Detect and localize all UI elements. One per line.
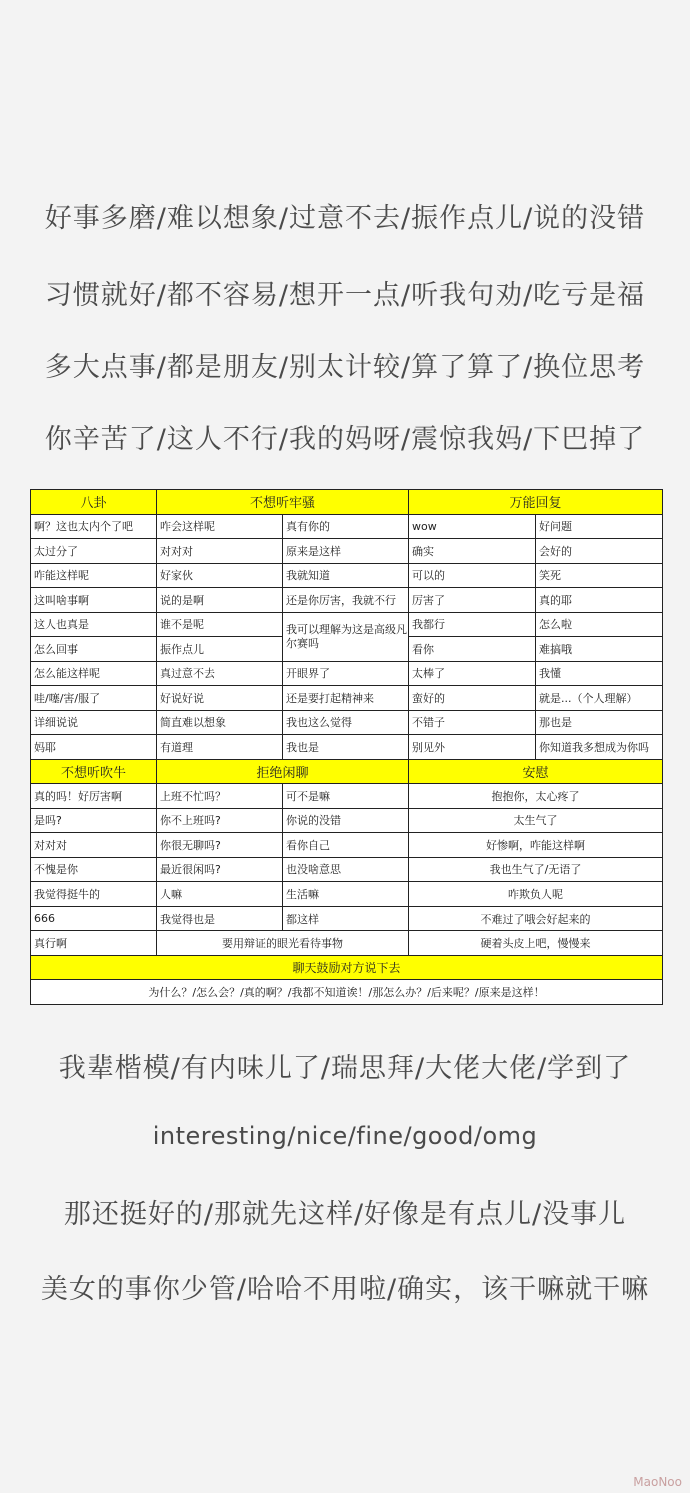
table-cell: 真的耶 (536, 588, 663, 613)
table-cell: 太棒了 (409, 661, 536, 686)
table-cell: 都这样 (283, 906, 409, 931)
table-cell: 最近很闲吗? (157, 857, 283, 882)
table-cell: 谁不是呢 (157, 612, 283, 637)
table-cell: 详细说说 (31, 710, 157, 735)
table-cell: 原来是这样 (283, 539, 409, 564)
table-cell: 就是...（个人理解） (536, 686, 663, 711)
table-row (31, 857, 663, 882)
table-cell: 可以的 (409, 563, 536, 588)
table-row (31, 882, 663, 907)
footer-phrases: 为什么？/怎么会？/真的啊？/我都不知道诶！/那怎么办？/后来呢？/原来是这样！ (31, 980, 663, 1005)
table-cell: 哇/噻/害/服了 (31, 686, 157, 711)
table-cell: 666 (31, 906, 157, 931)
table-cell: wow (409, 514, 536, 539)
table-cell: 简直难以想象 (157, 710, 283, 735)
table-header-row (31, 955, 663, 980)
table-cell: 看你自己 (283, 833, 409, 858)
table-row (31, 808, 663, 833)
table-cell: 不难过了哦会好起来的 (409, 906, 663, 931)
table-cell: 啊？这也太内个了吧 (31, 514, 157, 539)
table-cell: 可不是嘛 (283, 784, 409, 809)
table-cell: 真过意不去 (157, 661, 283, 686)
table-cell: 我也这么觉得 (283, 710, 409, 735)
phrase-line-4: 你辛苦了/这人不行/我的妈呀/震惊我妈/下巴掉了 (44, 424, 646, 455)
phrase-line-8: 美女的事你少管/哈哈不用啦/确实，该干嘛就干嘛 (40, 1274, 650, 1305)
table-cell: 还是你厉害，我就不行 (283, 588, 409, 613)
table-cell: 好家伙 (157, 563, 283, 588)
table-cell: 会好的 (536, 539, 663, 564)
phrase-line-3: 多大点事/都是朋友/别太计较/算了算了/换位思考 (44, 352, 646, 383)
table-cell: 振作点儿 (157, 637, 283, 662)
phrase-line-1: 好事多磨/难以想象/过意不去/振作点儿/说的没错 (44, 203, 646, 234)
table-header-row (31, 759, 663, 784)
header-no-complaints: 不想听牢骚 (157, 490, 409, 515)
table-cell: 太生气了 (409, 808, 663, 833)
table-cell: 真的吗！好厉害啊 (31, 784, 157, 809)
phrase-line-2: 习惯就好/都不容易/想开一点/听我句劝/吃亏是福 (44, 280, 646, 311)
table-cell: 人嘛 (157, 882, 283, 907)
table-row (31, 833, 663, 858)
table-cell: 开眼界了 (283, 661, 409, 686)
table-cell: 好问题 (536, 514, 663, 539)
header-no-bragging: 不想听吹牛 (31, 759, 157, 784)
table-cell: 对对对 (157, 539, 283, 564)
table-cell: 我都行 (409, 612, 536, 637)
table-cell: 说的是啊 (157, 588, 283, 613)
table-cell: 你知道我多想成为你吗 (536, 735, 663, 760)
table-cell: 有道理 (157, 735, 283, 760)
header-refuse-chat: 拒绝闲聊 (157, 759, 409, 784)
table-cell: 不愧是你 (31, 857, 157, 882)
table-row (31, 514, 663, 539)
table-cell: 那也是 (536, 710, 663, 735)
table-cell: 太过分了 (31, 539, 157, 564)
table-cell: 确实 (409, 539, 536, 564)
table-cell: 对对对 (31, 833, 157, 858)
table-cell: 别见外 (409, 735, 536, 760)
reply-phrase-table (30, 489, 663, 1005)
table-row (31, 563, 663, 588)
table-cell: 怎么能这样呢 (31, 661, 157, 686)
table-cell: 咋能这样呢 (31, 563, 157, 588)
table-cell: 不错子 (409, 710, 536, 735)
table-cell: 咋欺负人呢 (409, 882, 663, 907)
header-universal-reply: 万能回复 (409, 490, 663, 515)
table-cell: 我可以理解为这是高级凡尔赛吗 (283, 612, 409, 661)
watermark-logo: MaoNoo (633, 1475, 682, 1489)
table-cell: 这叫啥事啊 (31, 588, 157, 613)
table-cell: 真有你的 (283, 514, 409, 539)
table-cell: 怎么回事 (31, 637, 157, 662)
table-cell: 要用辩证的眼光看待事物 (157, 931, 409, 956)
table-cell: 难搞哦 (536, 637, 663, 662)
table-cell: 我觉得也是 (157, 906, 283, 931)
table-cell: 你说的没错 (283, 808, 409, 833)
table-cell: 蛮好的 (409, 686, 536, 711)
header-comfort: 安慰 (409, 759, 663, 784)
table-cell: 上班不忙吗？ (157, 784, 283, 809)
table-cell: 咋会这样呢 (157, 514, 283, 539)
table-cell: 妈耶 (31, 735, 157, 760)
phrase-line-6: interesting/nice/fine/good/omg (152, 1122, 538, 1150)
header-gossip: 八卦 (31, 490, 157, 515)
table-cell: 我觉得挺牛的 (31, 882, 157, 907)
table-cell: 硬着头皮上吧，慢慢来 (409, 931, 663, 956)
table-cell: 真行啊 (31, 931, 157, 956)
table-row (31, 735, 663, 760)
phrase-line-7: 那还挺好的/那就先这样/好像是有点儿/没事儿 (63, 1199, 627, 1230)
table-row (31, 784, 663, 809)
table-cell: 看你 (409, 637, 536, 662)
table-cell: 是吗? (31, 808, 157, 833)
table-row (31, 980, 663, 1005)
table-row (31, 710, 663, 735)
table-header-row (31, 490, 663, 515)
table-cell: 好说好说 (157, 686, 283, 711)
table-row (31, 588, 663, 613)
table-row (31, 539, 663, 564)
table-cell: 我懂 (536, 661, 663, 686)
table-row (31, 661, 663, 686)
table-cell: 还是要打起精神来 (283, 686, 409, 711)
table-cell: 我就知道 (283, 563, 409, 588)
table-cell: 好惨啊，咋能这样啊 (409, 833, 663, 858)
table-cell: 厉害了 (409, 588, 536, 613)
table-cell: 我也是 (283, 735, 409, 760)
table-row (31, 906, 663, 931)
header-keep-talking: 聊天鼓励对方说下去 (31, 955, 663, 980)
table-cell: 也没啥意思 (283, 857, 409, 882)
table-row (31, 686, 663, 711)
table-cell: 生活嘛 (283, 882, 409, 907)
table-row (31, 612, 663, 637)
table-cell: 我也生气了/无语了 (409, 857, 663, 882)
table-cell: 笑死 (536, 563, 663, 588)
table-cell: 你很无聊吗? (157, 833, 283, 858)
table-cell: 你不上班吗? (157, 808, 283, 833)
table-cell: 怎么啦 (536, 612, 663, 637)
phrase-line-5: 我辈楷模/有内味儿了/瑞思拜/大佬大佬/学到了 (58, 1053, 632, 1084)
table-cell: 抱抱你，太心疼了 (409, 784, 663, 809)
table-row (31, 931, 663, 956)
table-cell: 这人也真是 (31, 612, 157, 637)
